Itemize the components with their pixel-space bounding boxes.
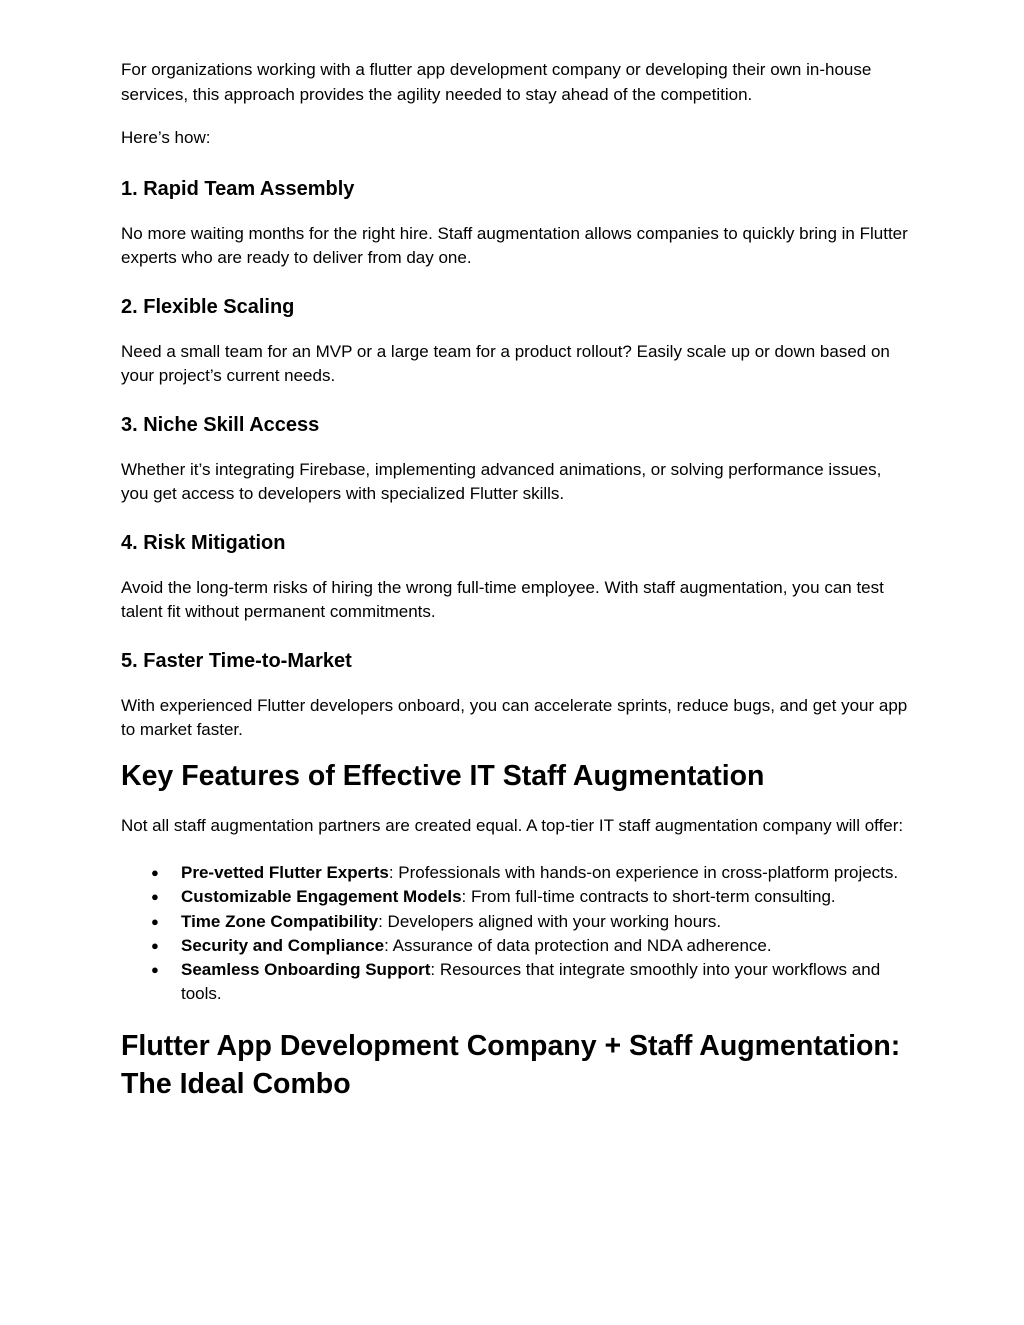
feature-desc: : Assurance of data protection and NDA adherence. bbox=[384, 935, 772, 955]
intro-paragraph: For organizations working with a flutter app development company or developing their own in-house services, this approach provides the agility needed to stay ahead of the competition. bbox=[121, 60, 872, 104]
bullet-icon: ● bbox=[151, 913, 159, 929]
benefit-heading-rapid-team-assembly: 1. Rapid Team Assembly bbox=[121, 177, 355, 200]
bullet-icon: ● bbox=[151, 962, 159, 978]
benefit-heading-risk-mitigation: 4. Risk Mitigation bbox=[121, 531, 286, 554]
benefit-body-faster-time-to-market: With experienced Flutter developers onboard, you can accelerate sprints, reduce bugs, and get your app to market faster. bbox=[121, 695, 908, 739]
key-features-intro: Not all staff augmentation partners are created equal. A top-tier IT staff augmentation company will offer: bbox=[121, 815, 904, 835]
benefit-body-risk-mitigation: Avoid the long-term risks of hiring the wrong full-time employee. With staff augmentation, you can test talent fit without permanent commitments. bbox=[121, 577, 884, 621]
bullet-icon: ● bbox=[151, 865, 159, 880]
benefit-heading-faster-time-to-market: 5. Faster Time-to-Market bbox=[121, 649, 352, 672]
benefit-body-rapid-team-assembly: No more waiting months for the right hire. Staff augmentation allows companies to quickly bring in Flutter experts who are ready to deliver from day one. bbox=[121, 223, 908, 267]
feature-term: Customizable Engagement Models bbox=[181, 887, 462, 907]
section-heading-ideal-combo: Flutter App Development Company + Staff Augmentation: The Ideal Combo bbox=[121, 1029, 901, 1100]
feature-term: Security and Compliance bbox=[181, 935, 385, 955]
feature-desc: : Professionals with hands-on experience in cross-platform projects. bbox=[388, 863, 899, 882]
intro-lead-in: Here’s how: bbox=[121, 128, 211, 147]
list-item bbox=[121, 885, 911, 909]
feature-desc: : From full-time contracts to short-term consulting. bbox=[461, 887, 836, 907]
benefit-heading-flexible-scaling: 2. Flexible Scaling bbox=[121, 295, 295, 318]
feature-term: Pre-vetted Flutter Experts bbox=[181, 863, 389, 882]
features-list bbox=[121, 861, 911, 1007]
feature-term: Time Zone Compatibility bbox=[181, 911, 379, 931]
benefit-heading-niche-skill-access: 3. Niche Skill Access bbox=[121, 413, 320, 436]
feature-desc: : Developers aligned with your working hours. bbox=[378, 911, 722, 931]
list-item bbox=[121, 934, 911, 958]
document-page bbox=[121, 58, 911, 1103]
list-item bbox=[121, 958, 911, 1007]
benefit-body-niche-skill-access: Whether it’s integrating Firebase, implementing advanced animations, or solving performance issues, you get access to developers with specialized Flutter skills. bbox=[121, 459, 882, 503]
list-item bbox=[121, 910, 911, 934]
feature-desc: : Resources that integrate smoothly into your workflows and tools. bbox=[181, 960, 881, 1004]
benefit-body-flexible-scaling: Need a small team for an MVP or a large team for a product rollout? Easily scale up or down based on your project’s current needs. bbox=[121, 341, 890, 385]
bullet-icon: ● bbox=[151, 937, 159, 953]
list-item bbox=[121, 861, 911, 885]
bullet-icon: ● bbox=[151, 889, 159, 905]
section-heading-key-features: Key Features of Effective IT Staff Augmentation bbox=[121, 759, 765, 792]
feature-term: Seamless Onboarding Support bbox=[181, 960, 431, 980]
